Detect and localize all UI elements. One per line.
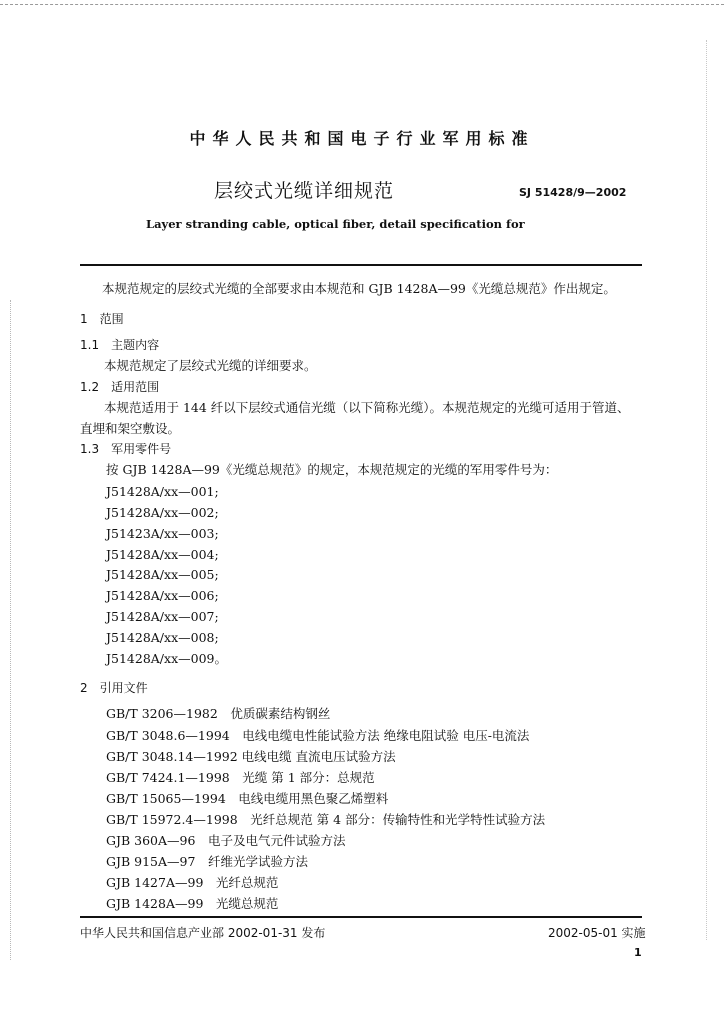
part-number-item: J51423A/xx—003; bbox=[106, 526, 219, 541]
intro-paragraph: 本规范规定的层绞式光缆的全部要求由本规范和 GJB 1428A—99《光缆总规范》作出规定。 bbox=[102, 281, 616, 296]
reference-item: GJB 360A—96 电子及电气元件试验方法 bbox=[106, 833, 346, 848]
reference-item: GB/T 15972.4—1998 光纤总规范 第 4 部分：传输特性和光学特性试验方法 bbox=[106, 812, 546, 827]
section-1-1-text: 本规范规定了层绞式光缆的详细要求。 bbox=[104, 358, 317, 373]
reference-item: GB/T 7424.1—1998 光缆 第 1 部分：总规范 bbox=[106, 770, 375, 785]
reference-item: GB/T 15065—1994 电线电缆用黑色聚乙烯塑料 bbox=[106, 791, 389, 806]
reference-item: GB/T 3048.6—1994 电线电缆电性能试验方法 绝缘电阻试验 电压-电流法 bbox=[106, 728, 530, 743]
english-title: Layer stranding cable, optical fiber, detail specification for bbox=[146, 217, 525, 231]
section-1-2-text-line2: 直埋和架空敷设。 bbox=[80, 421, 181, 436]
document-title: 层绞式光缆详细规范 bbox=[214, 180, 395, 202]
part-number-item: J51428A/xx—004; bbox=[106, 547, 219, 562]
section-1-1-heading: 1.1 主题内容 bbox=[80, 338, 160, 352]
reference-item: GJB 915A—97 纤维光学试验方法 bbox=[106, 854, 308, 869]
part-number-item: J51428A/xx—007; bbox=[106, 609, 219, 624]
section-1-2-heading: 1.2 适用范围 bbox=[80, 380, 160, 394]
footer-divider bbox=[80, 916, 642, 918]
effective-date: 2002-05-01 实施 bbox=[548, 926, 646, 940]
reference-item: GJB 1428A—99 光缆总规范 bbox=[106, 896, 279, 911]
part-number-item: J51428A/xx—001; bbox=[106, 484, 219, 499]
section-1-heading: 1 范围 bbox=[80, 312, 124, 326]
page-number: 1 bbox=[634, 946, 642, 959]
part-number-item: J51428A/xx—009。 bbox=[106, 651, 227, 666]
reference-item: GB/T 3206—1982 优质碳素结构钢丝 bbox=[106, 706, 331, 721]
reference-item: GB/T 3048.14—1992 电线电缆 直流电压试验方法 bbox=[106, 749, 396, 764]
section-1-2-text-line1: 本规范适用于 144 纤以下层绞式通信光缆（以下简称光缆）。本规范规定的光缆可适用于管道、 bbox=[104, 400, 630, 415]
reference-item: GJB 1427A—99 光纤总规范 bbox=[106, 875, 279, 890]
section-2-heading: 2 引用文件 bbox=[80, 681, 148, 695]
part-number-item: J51428A/xx—002; bbox=[106, 505, 219, 520]
part-number-item: J51428A/xx—005; bbox=[106, 567, 219, 582]
section-1-3-heading: 1.3 军用零件号 bbox=[80, 442, 172, 456]
issuer-date: 中华人民共和国信息产业部 2002-01-31 发布 bbox=[80, 926, 326, 940]
standard-title: 中华人民共和国电子行业军用标准 bbox=[189, 129, 535, 148]
section-1-3-text: 按 GJB 1428A—99《光缆总规范》的规定，本规范规定的光缆的军用零件号为： bbox=[106, 462, 558, 477]
part-number-item: J51428A/xx—008; bbox=[106, 630, 219, 645]
header-divider bbox=[80, 264, 642, 266]
part-number-item: J51428A/xx—006; bbox=[106, 588, 219, 603]
document-code: SJ 51428/9—2002 bbox=[519, 186, 627, 199]
